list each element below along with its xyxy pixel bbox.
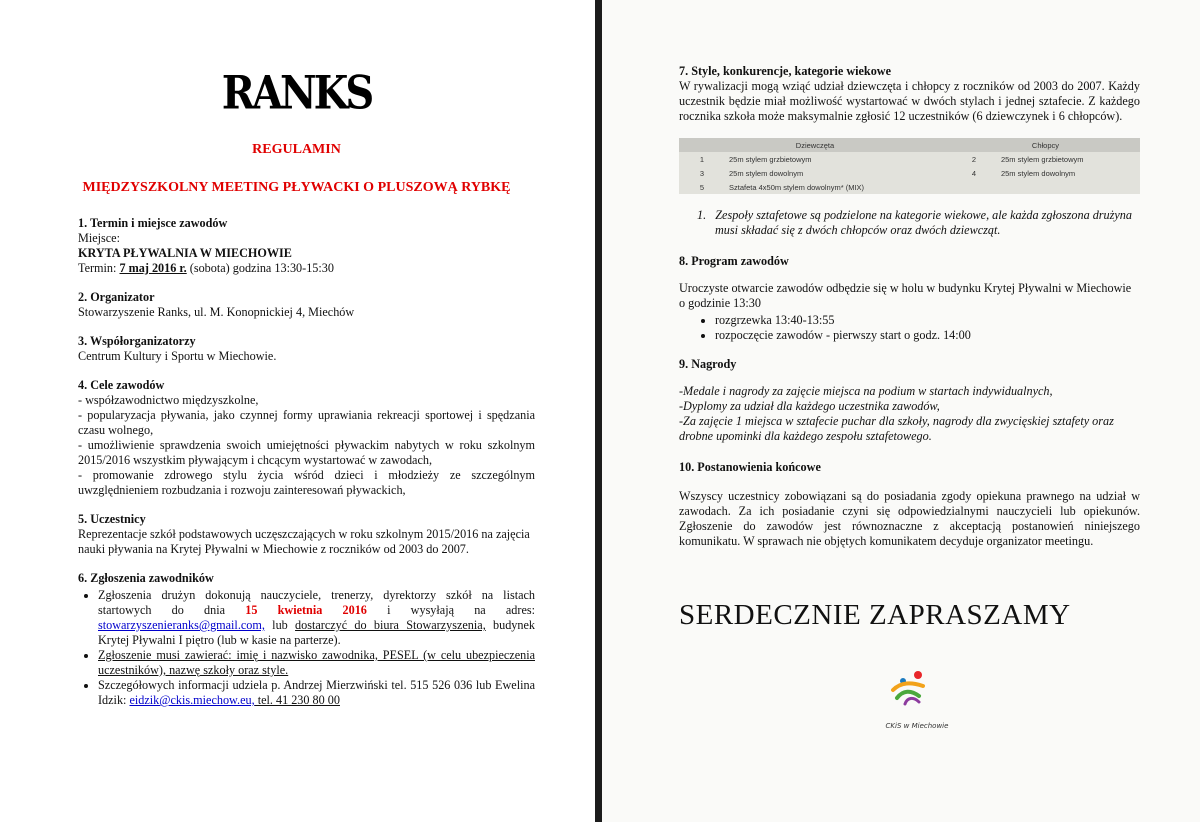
date-line: [78, 261, 535, 276]
section-zgloszenia: [78, 571, 535, 708]
section-heading: 2. Organizator: [78, 290, 155, 304]
text-span: budynek Krytej Pływalni I piętro (lub w kasie na parterze).: [98, 618, 535, 647]
deadline-date: 15 kwietnia 2016: [245, 603, 367, 617]
section-text: Centrum Kultury i Sportu w Miechowie.: [78, 349, 277, 363]
closing-invitation: SERDECZNIE ZAPRASZAMY: [679, 599, 1071, 631]
relay-note: [679, 208, 1140, 238]
program-list: [679, 313, 1140, 343]
text-span: lub: [264, 618, 296, 632]
section-style: [679, 64, 1140, 124]
goal-item: - promowanie zdrowego stylu życia wśród dzieci i młodzieży ze szczególnym uwzględnieniem rozbudzania i rozwoju zainteresowań pływackich,: [78, 468, 535, 497]
table-cell: 5: [679, 180, 725, 194]
boys-header: Chłopcy: [951, 138, 1140, 152]
section-heading: 3. Współorganizatorzy: [78, 334, 196, 348]
section-organizator: [78, 290, 535, 320]
table-cell: 3: [679, 166, 725, 180]
ckis-logo-caption: CKiS w Miechowie: [885, 722, 949, 730]
table-cell: 1: [679, 152, 725, 166]
table-cell: 25m stylem grzbietowym: [997, 152, 1140, 166]
table-cell: 2: [951, 152, 997, 166]
date-value: 7 maj 2016 r.: [119, 261, 187, 275]
office-text: dostarczyć do biura Stowarzyszenia,: [295, 618, 486, 632]
section-heading: 1. Termin i miejsce zawodów: [78, 216, 228, 230]
prize-item: -Dyplomy za udział dla każdego uczestnika zawodów,: [679, 399, 940, 413]
list-item: [98, 678, 535, 708]
section-heading: 5. Uczestnicy: [78, 512, 146, 526]
section-uczestnicy: [78, 512, 535, 557]
section-program: [679, 254, 1140, 343]
table-cell: 25m stylem dowolnym: [725, 166, 951, 180]
section-wspolorganizatorzy: [78, 334, 535, 364]
goal-item: - popularyzacja pływania, jako czynnej formy uprawiania rekreacji sportowej i spędzania czasu wolnego,: [78, 408, 535, 437]
place-value: KRYTA PŁYWALNIA W MIECHOWIE: [78, 246, 292, 260]
girls-header: Dziewczęta: [679, 138, 951, 152]
section-postanowienia: [679, 460, 1140, 549]
note-text: Zespoły sztafetowe są podzielone na kategorie wiekowe, ale każda zgłoszona drużyna musi składać się z dwóch chłopców oraz dwóch dziewcząt.: [715, 208, 1132, 237]
email-link-ckis[interactable]: eidzik@ckis.miechow.eu,: [129, 693, 255, 707]
section-heading: 4. Cele zawodów: [78, 378, 165, 392]
section-heading: 10. Postanowienia końcowe: [679, 460, 821, 474]
entry-list: [78, 588, 535, 708]
section-nagrody: [679, 357, 1140, 444]
ckis-logo: [877, 668, 957, 738]
list-item: • Zgłoszenie musi zawierać: imię i nazwisko zawodnika, PESEL (w celu ubezpieczenia uczestników), nazwę szkoły oraz style.: [98, 648, 535, 678]
table-cell: 25m stylem grzbietowym: [725, 152, 951, 166]
table-cell: 4: [951, 166, 997, 180]
phone-text: tel. 41 230 80 00: [254, 693, 340, 707]
section-text: Reprezentacje szkół podstawowych uczęszczających w roku szkolnym 2015/2016 na zajęcia nauki pływania na Krytej Pływalni w Miechowie z roczników od 2003 do 2007.: [78, 527, 530, 556]
section-termin: [78, 216, 535, 276]
right-page: [602, 0, 1200, 822]
table-cell: [997, 180, 1140, 194]
text-span: Zgłoszenia drużyn dokonują nauczyciele, trenerzy, dyrektorzy szkół na listach startowych do dnia: [98, 588, 535, 617]
prize-item: -Za zajęcie 1 miejsca w sztafecie puchar dla szkoły, nagrody dla zwycięskiej sztafety oraz drobne upominki dla każdego zespołu sztafetowego.: [679, 414, 1114, 443]
text-span: Szczegółowych informacji udziela p. Andrzej Mierzwiński tel. 515 526 036 lub Ewelina Idzik:: [98, 678, 535, 707]
section-text: Stowarzyszenie Ranks, ul. M. Konopnickiej 4, Miechów: [78, 305, 355, 319]
table-header-row: [679, 138, 1140, 152]
ckis-logo-icon: [889, 668, 929, 708]
place-label: Miejsce:: [78, 231, 120, 245]
section-heading: 9. Nagrody: [679, 357, 737, 371]
ranks-logo: RANKS: [221, 65, 372, 120]
section-heading: 8. Program zawodów: [679, 254, 789, 268]
table-row: [679, 152, 1140, 166]
table-cell: [951, 180, 997, 194]
prize-item: -Medale i nagrody za zajęcie miejsca na podium w startach indywidualnych,: [679, 384, 1053, 398]
list-item: • rozgrzewka 13:40-13:55: [715, 313, 1140, 328]
note-number: 1.: [697, 208, 707, 222]
document-subtitle: MIĘDZYSZKOLNY MEETING PŁYWACKI O PLUSZOWĄ RYBKĘ: [82, 180, 511, 195]
table-row: [679, 166, 1140, 180]
section-heading: 7. Style, konkurencje, kategorie wiekowe: [679, 64, 892, 78]
email-link-ranks[interactable]: stowarzyszenieranks@gmail.com,: [98, 618, 265, 632]
table-cell: Sztafeta 4x50m stylem dowolnym* (MIX): [725, 180, 951, 194]
list-item: [98, 588, 535, 648]
section-text: Uroczyste otwarcie zawodów odbędzie się w holu w budynku Krytej Pływalni w Miechowie o godzinie 13:30: [679, 281, 1132, 310]
list-item: • rozpoczęcie zawodów - pierwszy start o godz. 14:00: [715, 328, 1140, 343]
table-row: [679, 180, 1140, 194]
section-heading: 6. Zgłoszenia zawodników: [78, 571, 214, 585]
section-text: W rywalizacji mogą wziąć udział dziewczęta i chłopcy z roczników od 2003 do 2007. Każdy uczestnik będzie miał możliwość wystartować w dwóch stylach i jednej sztafecie. Z każdego rocznika szkoła może maksymalnie zgłosić 12 uczestników (6 dziewczynek i 6 chłopców).: [679, 79, 1140, 123]
goal-item: - współzawodnictwo międzyszkolne,: [78, 393, 259, 407]
section-cele: [78, 378, 535, 498]
goal-item: - umożliwienie sprawdzenia swoich umiejętności pływackim nabytych w roku szkolnym 2015/2016 wszystkim pływającym i chcącym wystartować w zawodach,: [78, 438, 535, 467]
date-label: Termin:: [78, 261, 120, 275]
document-title: REGULAMIN: [252, 142, 341, 157]
date-rest: (sobota) godzina 13:30-15:30: [186, 261, 334, 275]
table-cell: 25m stylem dowolnym: [997, 166, 1140, 180]
text-span: i wysyłają na adres:: [366, 603, 535, 617]
left-page: [0, 0, 595, 822]
section-text: Wszyscy uczestnicy zobowiązani są do posiadania zgody opiekuna prawnego na udział w zawodach. Za ich posiadanie czyni się odpowiedzialnymi nauczycieli lub opiekunów. Zgłoszenie do zawodów jest równoznaczne z akceptacją postanowień niniejszego komunikatu. W sprawach nie objętych komunikatem decyduje organizator meetingu.: [679, 489, 1140, 548]
categories-table: [679, 138, 1140, 194]
